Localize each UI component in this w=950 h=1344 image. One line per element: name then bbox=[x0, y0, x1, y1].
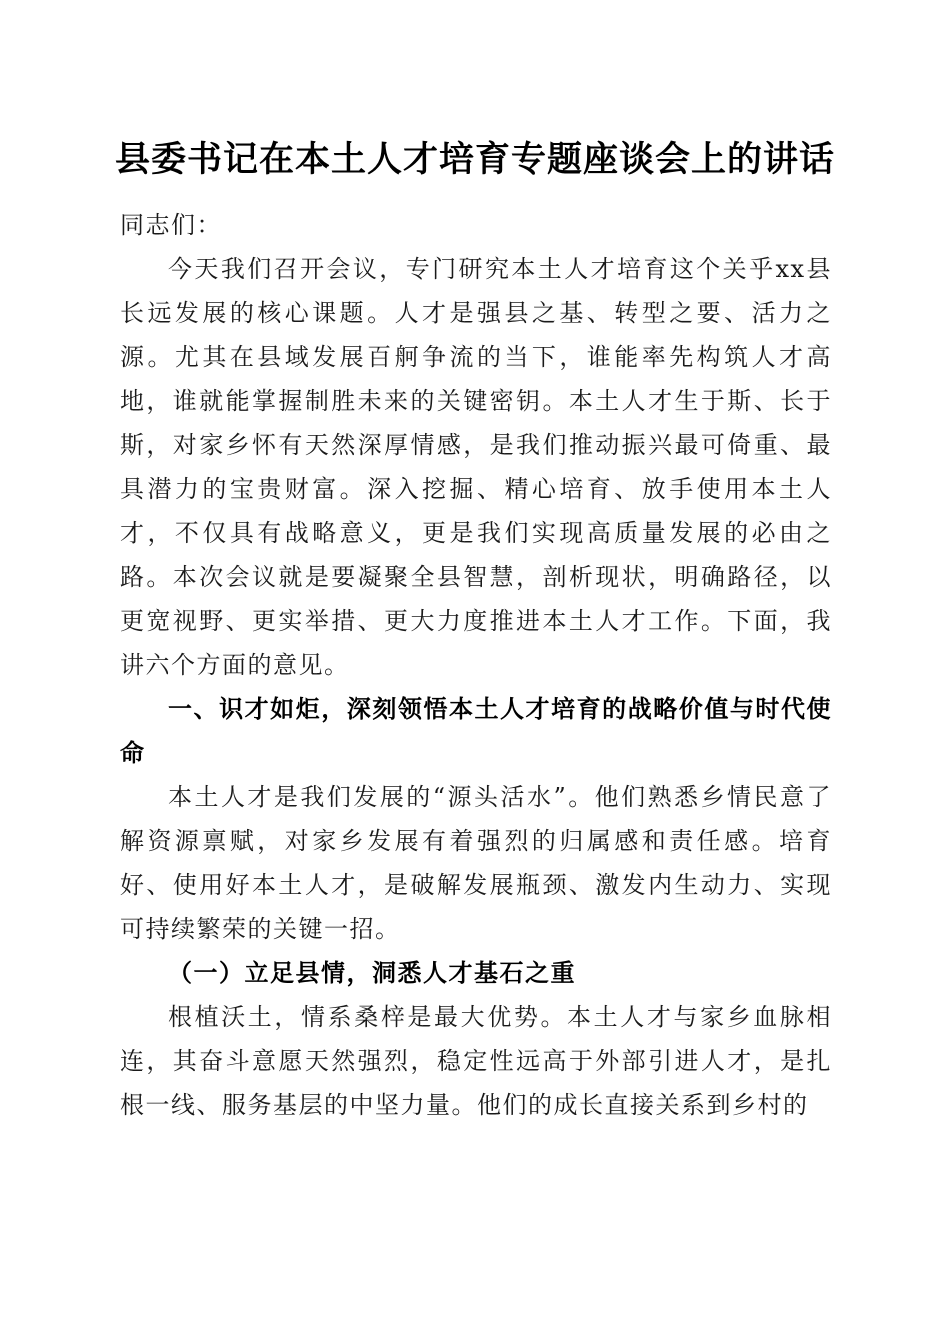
document-body bbox=[120, 203, 832, 1127]
section-heading: 一、识才如炬，深刻领悟本土人才培育的战略价值与时代使命 bbox=[120, 695, 832, 767]
subsection-paragraph: 根植沃土，情系桑梓是最大优势。本土人才与家乡血脉相连，其奋斗意愿天然强烈，稳定性远高于外部引进人才，是扎根一线、服务基层的中坚力量。他们的成长直接关系到乡村的 bbox=[120, 1003, 832, 1119]
intro-paragraph: 今天我们召开会议，专门研究本土人才培育这个关乎xx县长远发展的核心课题。人才是强县之基、转型之要、活力之源。尤其在县域发展百舸争流的当下，谁能率先构筑人才高地，谁就能掌握制胜未来的关键密钥。本土人才生于斯、长于斯，对家乡怀有天然深厚情感，是我们推动振兴最可倚重、最具潜力的宝贵财富。深入挖掘、精心培育、放手使用本土人才，不仅具有战略意义，更是我们实现高质量发展的必由之路。本次会议就是要凝聚全县智慧，剖析现状，明确路径，以更宽视野、更实举措、更大力度推进本土人才工作。下面，我讲六个方面的意见。 bbox=[120, 255, 832, 679]
salutation: 同志们： bbox=[120, 211, 222, 239]
section-paragraph: 本土人才是我们发展的“源头活水”。他们熟悉乡情民意了解资源禀赋，对家乡发展有着强烈的归属感和责任感。培育好、使用好本土人才，是破解发展瓶颈、激发内生动力、实现可持续繁荣的关键一招。 bbox=[120, 783, 832, 943]
subsection-heading: （一）立足县情，洞悉人才基石之重 bbox=[168, 958, 576, 987]
document-title: 县委书记在本土人才培育专题座谈会上的讲话 bbox=[114, 140, 835, 180]
